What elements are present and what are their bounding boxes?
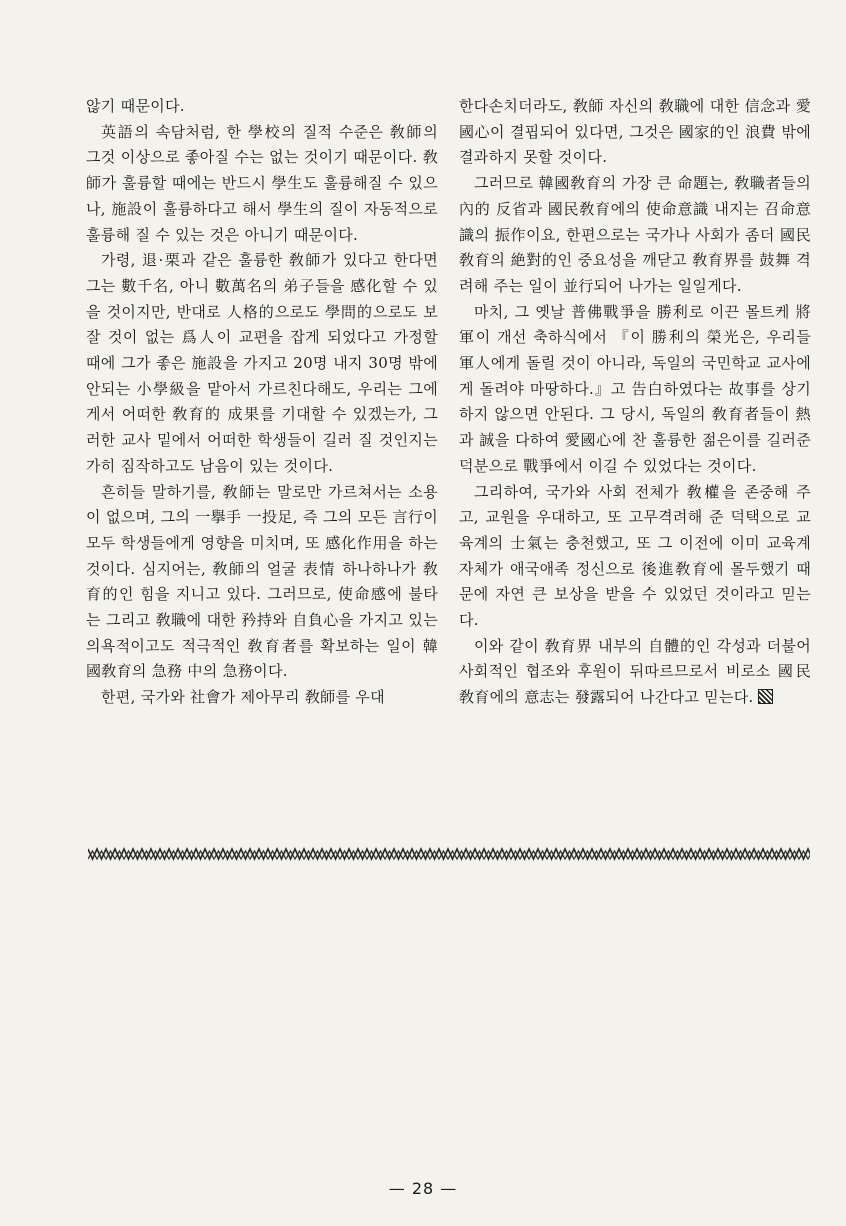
end-mark-icon (758, 689, 773, 704)
paragraph: 英語의 속담처럼, 한 學校의 질적 수준은 敎師의 그것 이상으로 좋아질 수는 없는 것이기 때문이다. 敎師가 훌륭할 때에는 반드시 學生도 훌륭해질 수 있으나, 施設이 훌륭하다고 해서 學生의 질이 자동적으로 훌륭해 질 수 있는 것은 아니기 때문이다. (86, 122, 438, 244)
paragraph: 한편, 국가와 社會가 제아무리 敎師를 우대 (101, 688, 385, 707)
left-column (86, 94, 438, 711)
paragraph: 그리하여, 국가와 사회 전체가 敎權을 존중해 주고, 교원을 우대하고, 또 고무격려해 준 덕택으로 교육계의 士氣는 충천했고, 또 그 이전에 이미 교육계 자체가 애국애족 정신으로 後進敎育에 몰두했기 때문에 자연 큰 보상을 받을 수 있었던 것이라고 믿는다. (459, 482, 811, 630)
paragraph: 마치, 그 옛날 普佛戰爭을 勝利로 이끈 몰트케 將軍이 개선 축하식에서 『이 勝利의 榮光은, 우리들 軍人에게 돌릴 것이 아니라, 독일의 국민학교 교사에게 돌려야 마땅하다.』고 告白하였다는 故事를 상기하지 않으면 안된다. 그 당시, 독일의 敎育者들이 熱과 誠을 다하여 愛國心에 찬 훌륭한 젊은이를 길러준 덕분으로 戰爭에서 이길 수 있었다는 것이다. (459, 302, 811, 475)
paragraph: 않기 때문이다. (86, 97, 185, 115)
paragraph: 가령, 退·栗과 같은 훌륭한 敎師가 있다고 한다면 그는 數千名, 아니 數萬名의 弟子들을 感化할 수 있을 것이지만, 반대로 人格的으로도 學問的으로도 보잘 것이 없는 爲人이 교편을 잡게 되었다고 가정할 때에 그가 좋은 施設을 가지고 20명 내지 30명 밖에 안되는 小學級을 맡아서 가르친다해도, 우리는 그에게서 어떠한 敎育的 成果를 기대할 수 있겠는가, 그러한 교사 밑에서 어떠한 학생들이 길러 질 것인지는 가히 짐작하고도 남음이 있는 것이다. (86, 251, 438, 475)
paragraph-final (459, 634, 811, 711)
paragraph: 흔히들 말하기를, 敎師는 말로만 가르쳐서는 소용이 없으며, 그의 一擧手 一投足, 즉 그의 모든 言行이 모두 학생들에게 영향을 미치며, 또 感化作用을 하는 것이다. 심지어는, 敎師의 얼굴 表情 하나하나가 敎育的인 힘을 지니고 있다. 그러므로, 使命感에 불타는 그리고 敎職에 대한 矜持와 自負心을 가지고 있는 의욕적이고도 적극적인 敎育者를 확보하는 일이 韓國敎育의 急務 中의 急務이다. (86, 482, 438, 681)
right-column (459, 94, 811, 711)
paragraph: 한다손치더라도, 敎師 자신의 敎職에 대한 信念과 愛國心이 결핍되어 있다면, 그것은 國家的인 浪費 밖에 결과하지 못할 것이다. (459, 97, 811, 167)
paragraph: 그러므로 韓國敎育의 가장 큰 命題는, 敎職者들의 內的 反省과 國民敎育에의 使命意識 내지는 召命意識의 振作이요, 한편으로는 국가나 사회가 좀더 國民敎育의 絶對的인 중요성을 깨닫고 敎育界를 鼓舞 격려해 주는 일이 並行되어 나가는 일일게다. (459, 174, 811, 295)
ornamental-divider (88, 845, 810, 863)
paragraph-text: 이와 같이 敎育界 내부의 自體的인 각성과 더불어 사회적인 협조와 후원이 뒤따르므로서 비로소 國民敎育에의 意志는 發露되어 나간다고 믿는다. (459, 636, 811, 707)
page-number: — 28 — (388, 1179, 458, 1198)
